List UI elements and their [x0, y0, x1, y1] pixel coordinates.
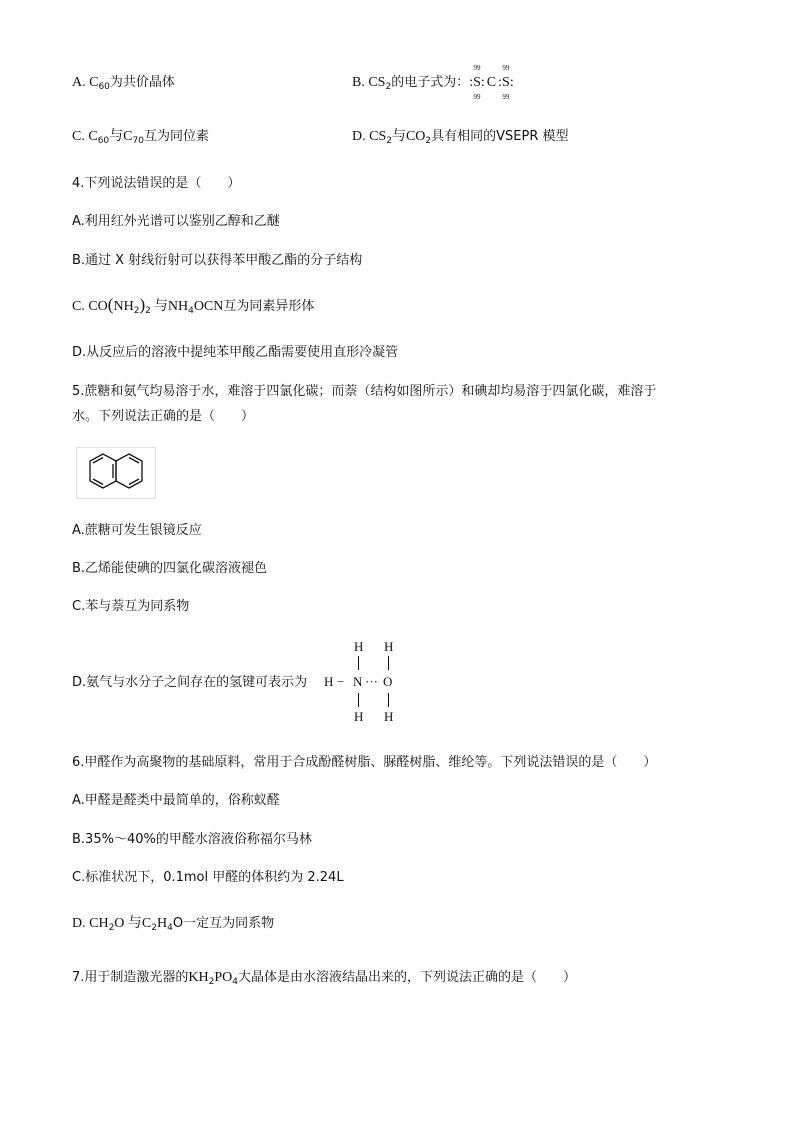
- q3-option-d: D. $CS_2$与$CO_2$具有相同的VSEPR 模型: [352, 129, 569, 146]
- q6-option-d: D. $CH_2O$ 与$C_2H_4O$一定互为同系物: [72, 916, 275, 933]
- q3-option-b: B. $CS_2$的电子式为：: 99 S 99 : C : 99 S 99 :: [352, 64, 514, 101]
- q4-stem: 4.下列说法错误的是（ ）: [72, 176, 241, 191]
- q6-option-c: C.标准状况下，0.1mol 甲醛的体积约为 2.24L: [72, 870, 344, 885]
- naphthalene-structure-image: [76, 447, 156, 499]
- q4-option-d: D.从反应后的溶液中提纯苯甲酸乙酯需要使用直形冷凝管: [72, 345, 399, 360]
- q5-stem-line1: 5.蔗糖和氨气均易溶于水，难溶于四氯化碳；而萘（结构如图所示）和碘却均易溶于四氯化碳，难溶于: [72, 384, 657, 399]
- q5-option-d: D.氨气与水分子之间存在的氢键可表示为: [72, 675, 308, 690]
- electron-dot-s1: 99 S 99: [473, 64, 481, 101]
- electron-dot-s2: 99 S 99: [502, 64, 510, 101]
- q5-option-a: A.蔗糖可发生银镜反应: [72, 523, 202, 538]
- q6-option-a: A.甲醛是醛类中最简单的，俗称蚁醛: [72, 793, 280, 808]
- q6-stem: 6.甲醛作为高聚物的基础原料，常用于合成酚醛树脂、脲醛树脂、维纶等。下列说法错误的是（ ）: [72, 755, 657, 770]
- q6-option-b: B.35%～40%的甲醛水溶液俗称福尔马林: [72, 832, 312, 847]
- q5-option-b: B.乙烯能使碘的四氯化碳溶液褪色: [72, 561, 268, 576]
- q7-stem: 7.用于制造激光器的$KH_2PO_4$大晶体是由水溶液结晶出来的，下列说法正确的是（ ）: [72, 970, 577, 987]
- q5-option-c: C.苯与萘互为同系物: [72, 599, 190, 614]
- q4-option-a: A.利用红外光谱可以鉴别乙醇和乙醚: [72, 214, 280, 229]
- q3-option-a: A. $C_{60}$为共价晶体: [72, 75, 175, 92]
- q3-option-c: C. $C_{60}$与$C_{70}$互为同位素: [72, 129, 209, 146]
- q4-option-c: C. $CO(NH_2)_2$ 与$NH_4OCN$互为同素异形体: [72, 295, 315, 316]
- q4-option-b: B.通过 X 射线衍射可以获得苯甲酸乙酯的分子结构: [72, 253, 363, 268]
- q5-stem-line2: 水。下列说法正确的是（ ）: [72, 409, 255, 424]
